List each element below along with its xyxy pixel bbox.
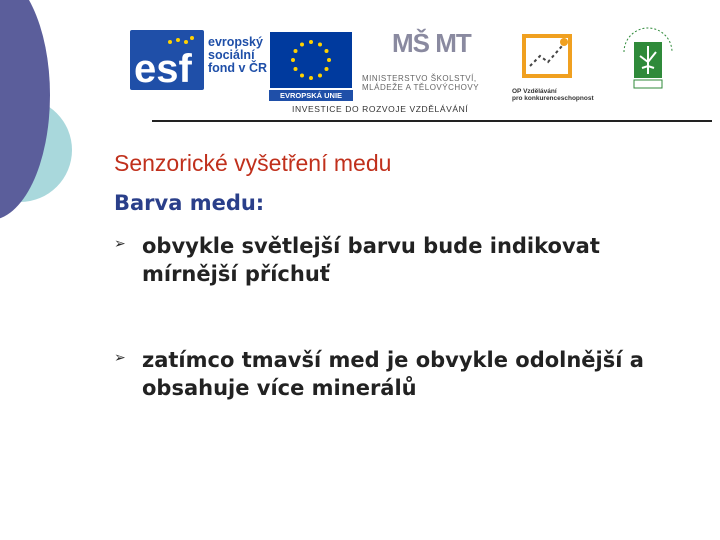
decorative-circles bbox=[0, 0, 140, 260]
op-line1: OP Vzdělávání bbox=[512, 88, 557, 95]
msmt-logo-text bbox=[362, 74, 479, 92]
school-seal-icon bbox=[616, 22, 680, 96]
msmt-logo-mark: MŠ MT bbox=[392, 28, 471, 58]
op-line2: pro konkurenceschopnost bbox=[512, 95, 594, 102]
esf-line2: sociální bbox=[208, 48, 255, 62]
svg-text:esf: esf bbox=[134, 47, 192, 90]
banner-text: INVESTICE DO ROZVOJE VZDĚLÁVÁNÍ bbox=[292, 104, 469, 114]
header-divider bbox=[152, 120, 712, 122]
esf-line3: fond v ČR bbox=[208, 61, 268, 75]
slide-subtitle: Barva medu: bbox=[114, 191, 265, 215]
bullet-text-2: zatímco tmavší med je obvykle odolnější a obsahuje více minerálů bbox=[142, 348, 644, 400]
arrow-bullet-icon: ➢ bbox=[114, 236, 126, 252]
esf-logo-text bbox=[208, 36, 267, 75]
eu-caption: EVROPSKÁ UNIE bbox=[269, 90, 353, 101]
bullet-text-1: obvykle světlejší barvu bude indikovat mírnější příchuť bbox=[142, 234, 600, 286]
esf-logo-icon bbox=[130, 30, 204, 90]
eu-flag-icon bbox=[270, 32, 352, 88]
arrow-bullet-icon: ➢ bbox=[114, 350, 126, 366]
esf-line1: evropský bbox=[208, 35, 263, 49]
logo-strip bbox=[120, 22, 710, 122]
msmt-line1: MINISTERSTVO ŠKOLSTVÍ, bbox=[362, 74, 477, 83]
msmt-line2: MLÁDEŽE A TĚLOVÝCHOVY bbox=[362, 83, 480, 92]
op-logo-icon bbox=[518, 30, 578, 86]
slide-title: Senzorické vyšetření medu bbox=[114, 150, 392, 176]
op-logo-text bbox=[512, 88, 594, 102]
